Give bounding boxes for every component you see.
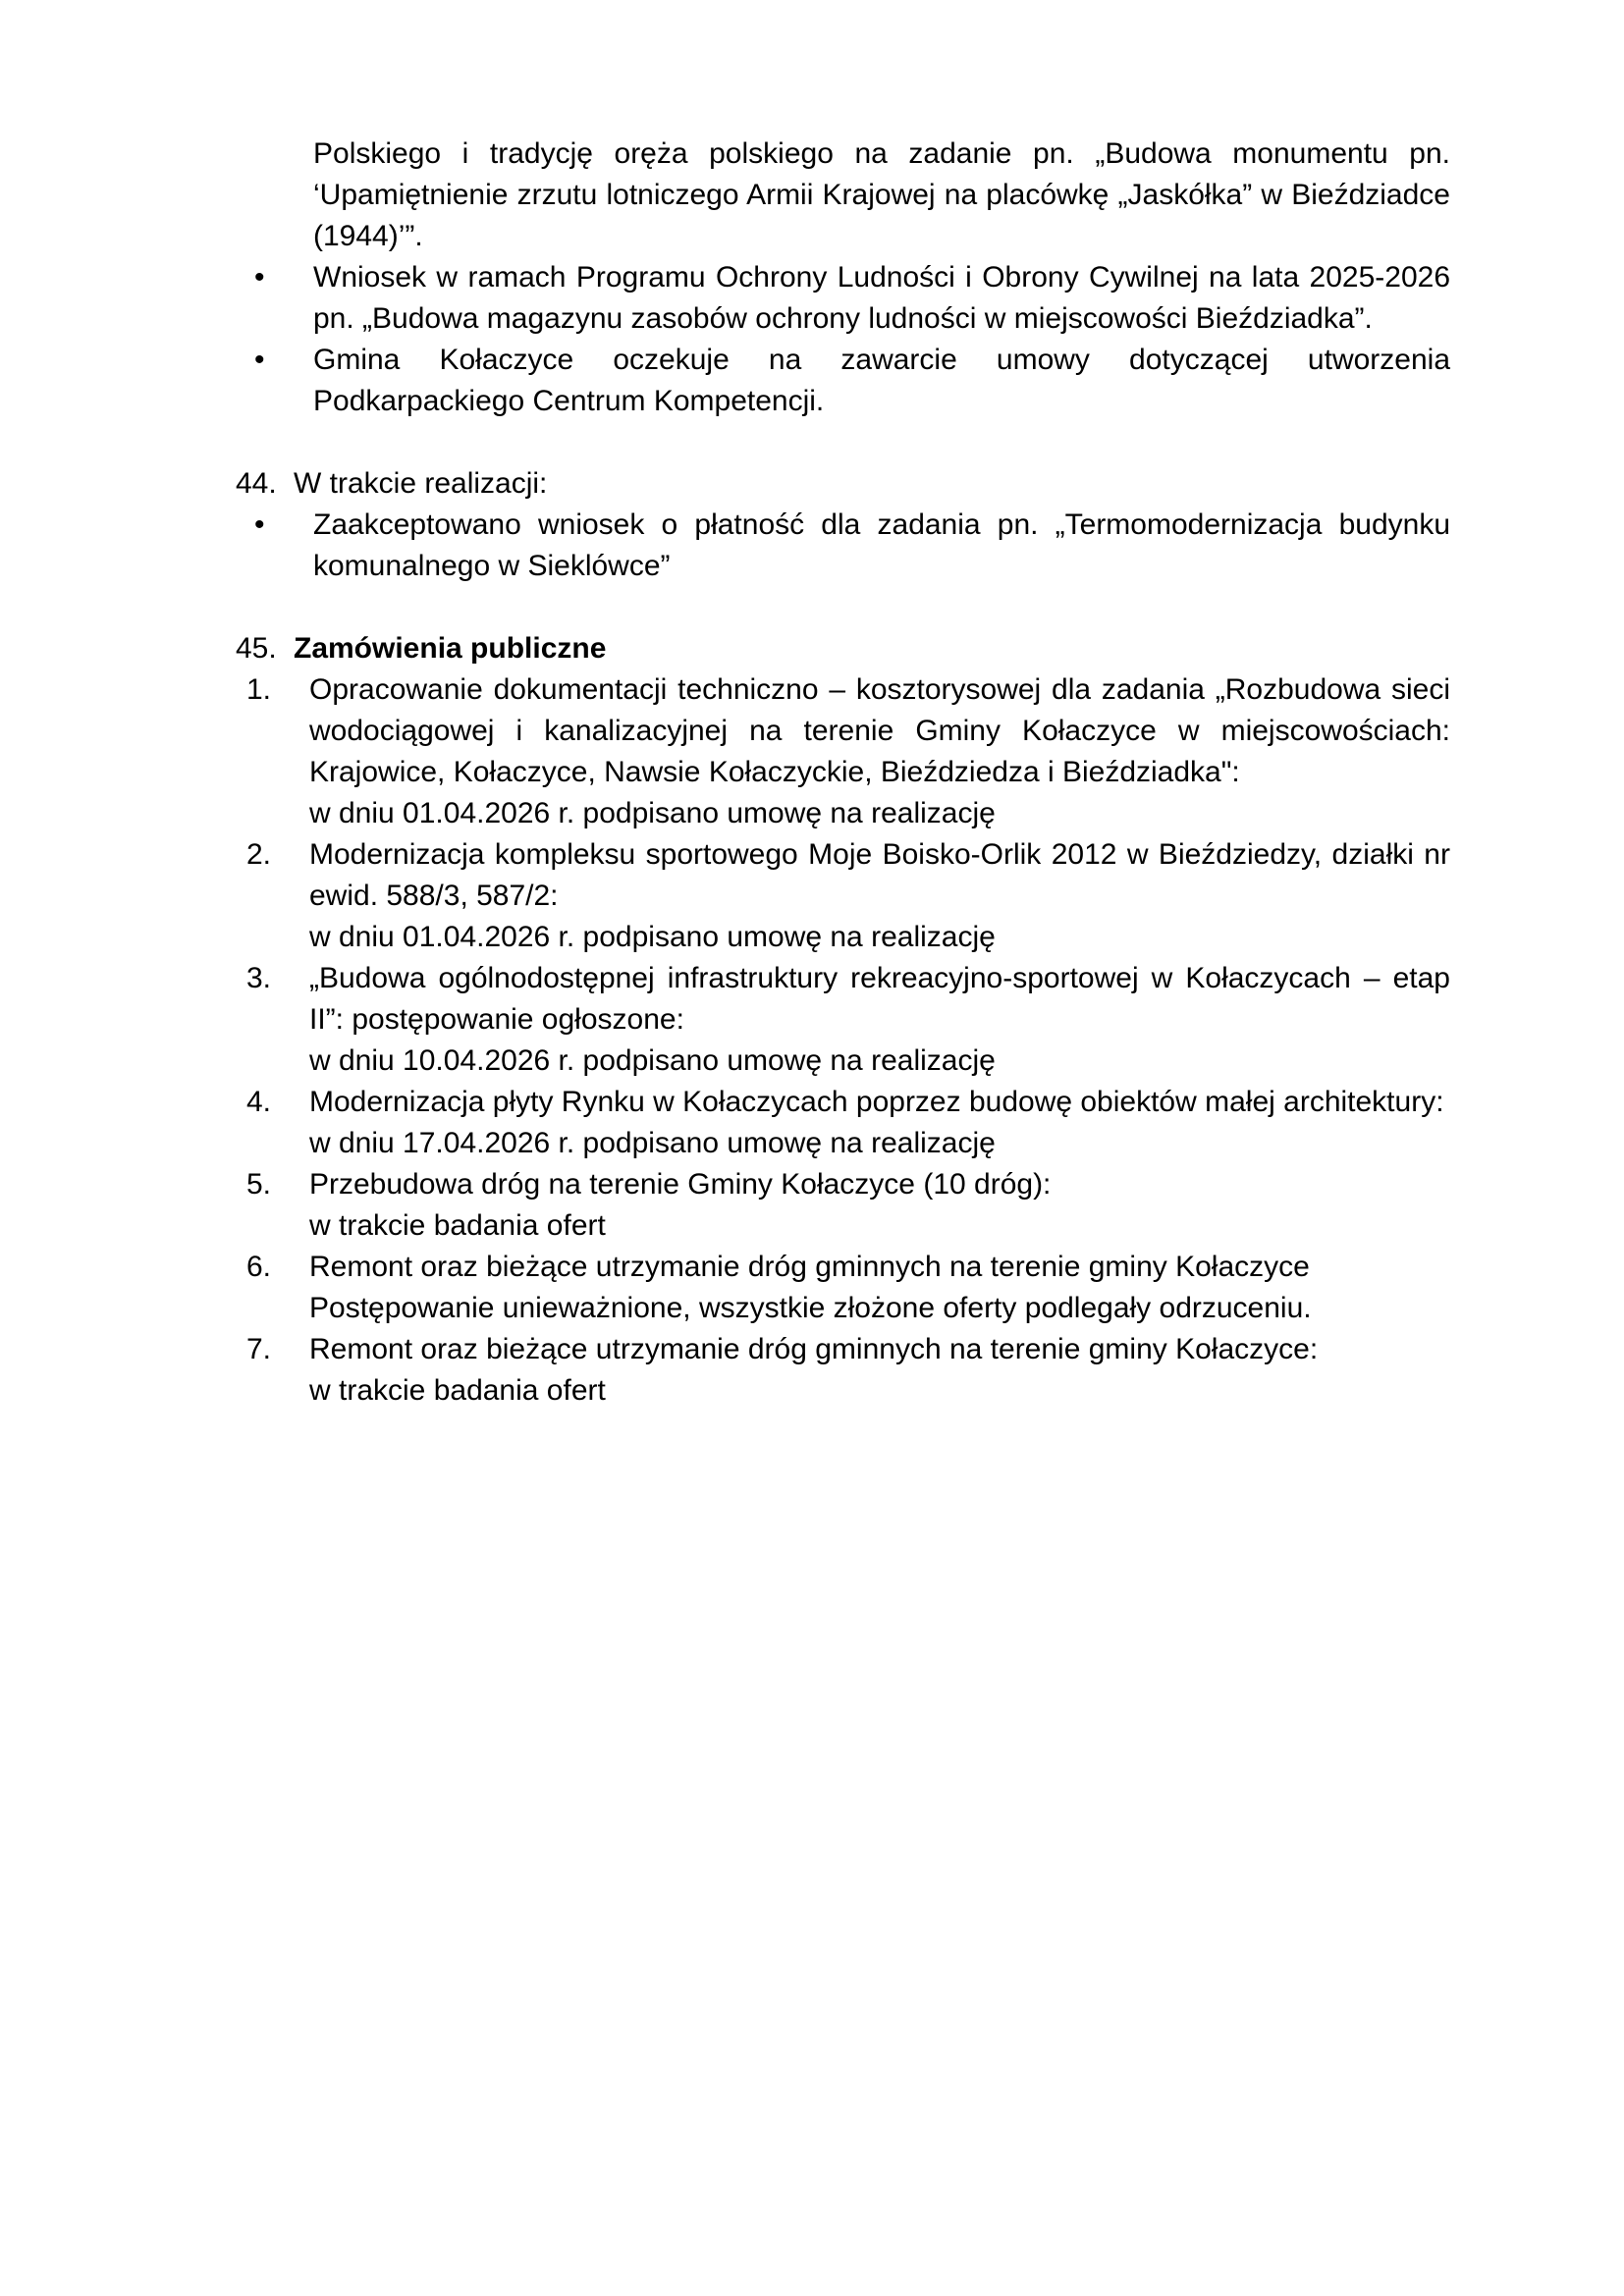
item-number: 6. <box>246 1251 272 1283</box>
bullet-item-text: Wniosek w ramach Programu Ochrony Ludności i Obrony Cywilnej na lata 2025-2026 pn. „Budowa magazynu zasobów ochrony ludności w miejscowości Bieździadka”. <box>313 261 1450 335</box>
item-number: 1. <box>246 673 272 706</box>
numbered-item <box>236 1247 1450 1329</box>
item-number: 7. <box>246 1333 272 1365</box>
section-number: 45. <box>236 632 277 665</box>
item-text: „Budowa ogólnodostępnej infrastruktury rekreacyjno-sportowej w Kołaczycach – etap II”: postępowanie ogłoszone: <box>309 962 1450 1036</box>
bullet-item-text: Zaakceptowano wniosek o płatność dla zadania pn. „Termomodernizacja budynku komunalnego w Sieklówce” <box>313 508 1450 582</box>
item-number: 5. <box>246 1168 272 1201</box>
bullet-icon: • <box>254 344 265 376</box>
numbered-item <box>236 1164 1450 1247</box>
bullet-icon: • <box>254 261 265 294</box>
item-status: w dniu 01.04.2026 r. podpisano umowę na realizację <box>309 921 996 953</box>
bullet-item <box>236 340 1450 422</box>
item-status: w trakcie badania ofert <box>309 1209 606 1242</box>
item-status: w trakcie badania ofert <box>309 1374 606 1407</box>
numbered-item <box>236 1082 1450 1164</box>
paragraph-continuation: Polskiego i tradycję oręża polskiego na zadanie pn. „Budowa monumentu pn. ‘Upamiętnienie zrzutu lotniczego Armii Krajowej na placówkę „Jaskółka” w Bieździadce (1944)’”. <box>313 137 1450 252</box>
section-45-heading <box>236 628 1450 669</box>
numbered-item <box>236 958 1450 1082</box>
numbered-item <box>236 669 1450 834</box>
item-number: 3. <box>246 962 272 994</box>
item-number: 4. <box>246 1086 272 1118</box>
item-status: w dniu 17.04.2026 r. podpisano umowę na realizację <box>309 1127 996 1159</box>
item-status: Postępowanie unieważnione, wszystkie złożone oferty podlegały odrzuceniu. <box>309 1292 1312 1324</box>
numbered-item <box>236 834 1450 958</box>
numbered-item <box>236 1329 1450 1412</box>
item-text: Opracowanie dokumentacji techniczno – kosztorysowej dla zadania „Rozbudowa sieci wodociągowej i kanalizacyjnej na terenie Gminy Kołaczyce w miejscowościach: Krajowice, Kołaczyce, Nawsie Kołaczyckie, Bieździedza i Bieździadka": <box>309 673 1450 788</box>
item-text: Modernizacja płyty Rynku w Kołaczycach poprzez budowę obiektów małej architektury: <box>309 1086 1444 1118</box>
item-number: 2. <box>246 838 272 871</box>
section-44-heading <box>236 463 1450 505</box>
item-status: w dniu 01.04.2026 r. podpisano umowę na realizację <box>309 797 996 829</box>
bullet-item-text: Gmina Kołaczyce oczekuje na zawarcie umowy dotyczącej utworzenia Podkarpackiego Centrum Kompetencji. <box>313 344 1450 417</box>
item-text: Remont oraz bieżące utrzymanie dróg gminnych na terenie gminy Kołaczyce <box>309 1251 1310 1283</box>
bullet-item <box>236 505 1450 587</box>
bullet-item <box>236 257 1450 340</box>
bullet-icon: • <box>254 508 265 541</box>
item-text: Modernizacja kompleksu sportowego Moje Boisko-Orlik 2012 w Bieździedzy, działki nr ewid. 588/3, 587/2: <box>309 838 1450 912</box>
item-text: Remont oraz bieżące utrzymanie dróg gminnych na terenie gminy Kołaczyce: <box>309 1333 1319 1365</box>
item-text: Przebudowa dróg na terenie Gminy Kołaczyce (10 dróg): <box>309 1168 1052 1201</box>
item-status: w dniu 10.04.2026 r. podpisano umowę na realizację <box>309 1044 996 1077</box>
section-title: Zamówienia publiczne <box>294 632 607 665</box>
section-number: 44. <box>236 467 277 500</box>
section-title: W trakcie realizacji: <box>294 467 548 500</box>
